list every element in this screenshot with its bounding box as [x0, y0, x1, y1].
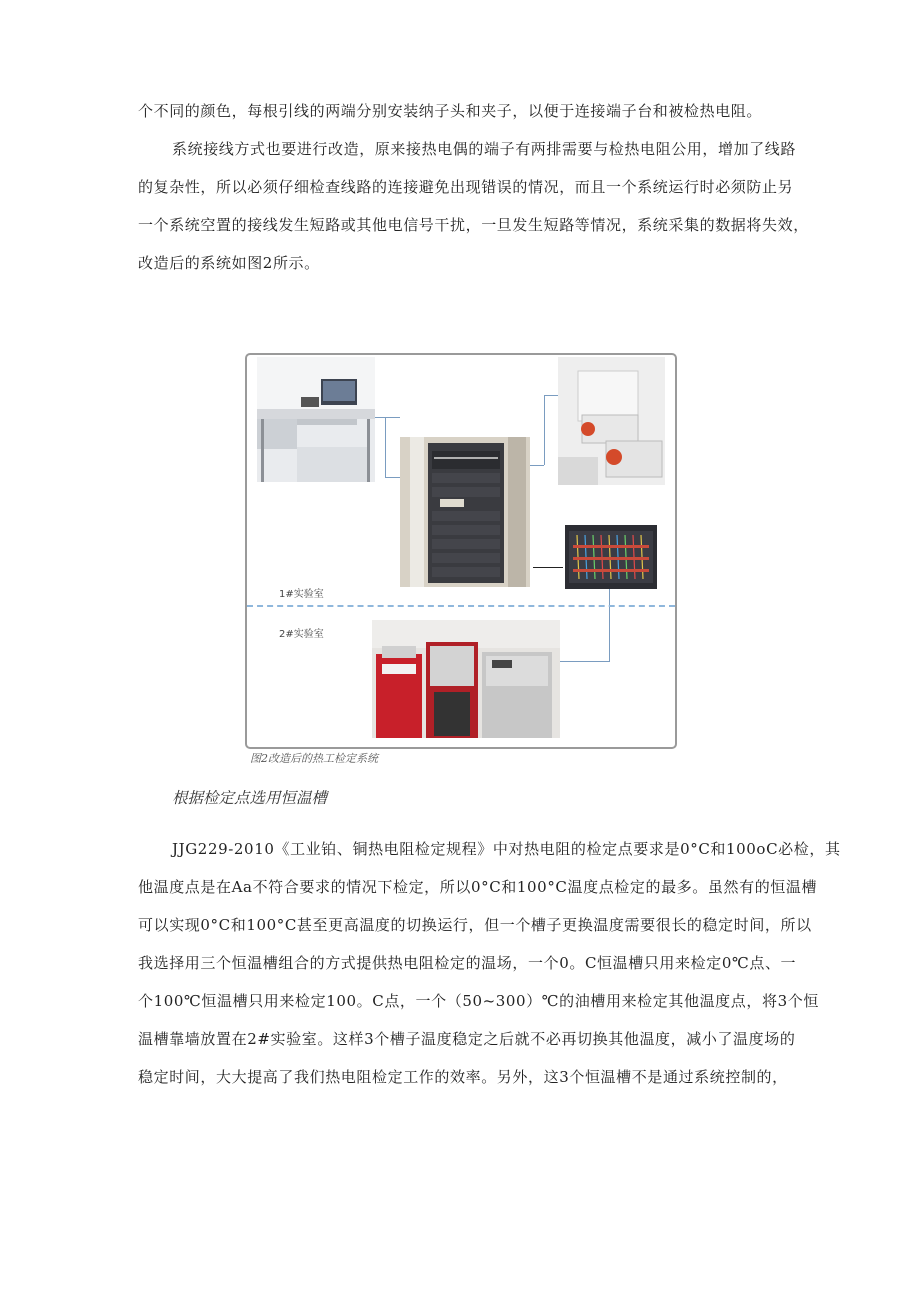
- paragraph-2: [138, 130, 809, 282]
- paragraph-3: [138, 830, 841, 1096]
- connector-line: [533, 567, 563, 568]
- text-line: 一个系统空置的接线发生短路或其他电信号干扰，一旦发生短路等情况，系统采集的数据将失效，: [138, 216, 809, 234]
- text-line: 系统接线方式也要进行改造，原来接热电偶的端子有两排需要与检热电阻公用，增加了线路: [172, 140, 797, 158]
- connector-line: [385, 417, 386, 477]
- cabinet-photo: [400, 437, 530, 587]
- section-heading: 根据检定点选用恒温槽: [172, 789, 328, 807]
- text-line: 个100℃恒温槽只用来检定100。C点，一个（50~300）℃的油槽用来检定其他温度点，将3个恒: [138, 992, 819, 1010]
- connector-line: [544, 395, 558, 396]
- connector-line: [375, 417, 400, 418]
- instrument-photo: [558, 357, 665, 485]
- lab2-label: 2#实验室: [279, 629, 324, 640]
- connector-line: [544, 395, 545, 465]
- paragraph-1: [138, 92, 783, 130]
- text-line: 稳定时间，大大提高了我们热电阻检定工作的效率。另外，这3个恒温槽不是通过系统控制的，: [138, 1068, 788, 1086]
- connector-line: [560, 661, 610, 662]
- lab-divider: [247, 605, 675, 607]
- computer-desk-photo: [257, 357, 375, 482]
- figure-caption: 图2改造后的热工检定系统: [250, 752, 378, 765]
- text-line: 温槽靠墙放置在2#实验室。这样3个槽子温度稳定之后就不必再切换其他温度，减小了温度场的: [138, 1030, 796, 1048]
- system-figure: [245, 353, 677, 749]
- connector-line: [609, 589, 610, 661]
- text-line: 我选择用三个恒温槽组合的方式提供热电阻检定的温场，一个0。C恒温槽只用来检定0℃点、一: [138, 954, 797, 972]
- connector-line: [530, 465, 544, 466]
- text-line: 改造后的系统如图2所示。: [138, 254, 320, 272]
- text-line: 他温度点是在Aa不符合要求的情况下检定，所以0°C和100°C温度点检定的最多。虽然有的恒温槽: [138, 878, 818, 896]
- lab1-label: 1#实验室: [279, 589, 324, 600]
- thermostatic-baths-photo: [372, 620, 560, 738]
- text-line: 可以实现0°C和100°C甚至更高温度的切换运行，但一个槽子更换温度需要很长的稳定时间，所以: [138, 916, 812, 934]
- text-line: 个不同的颜色，每根引线的两端分别安装纳子头和夹子，以便于连接端子台和被检热电阻。: [138, 102, 763, 120]
- terminal-block-photo: [565, 525, 657, 589]
- text-line: 的复杂性，所以必须仔细检查线路的连接避免出现错误的情况，而且一个系统运行时必须防止另: [138, 178, 794, 196]
- text-line: JJG229-2010《工业铂、铜热电阻检定规程》中对热电阻的检定点要求是0°C和100oC必检，其: [172, 840, 841, 858]
- connector-line: [385, 477, 400, 478]
